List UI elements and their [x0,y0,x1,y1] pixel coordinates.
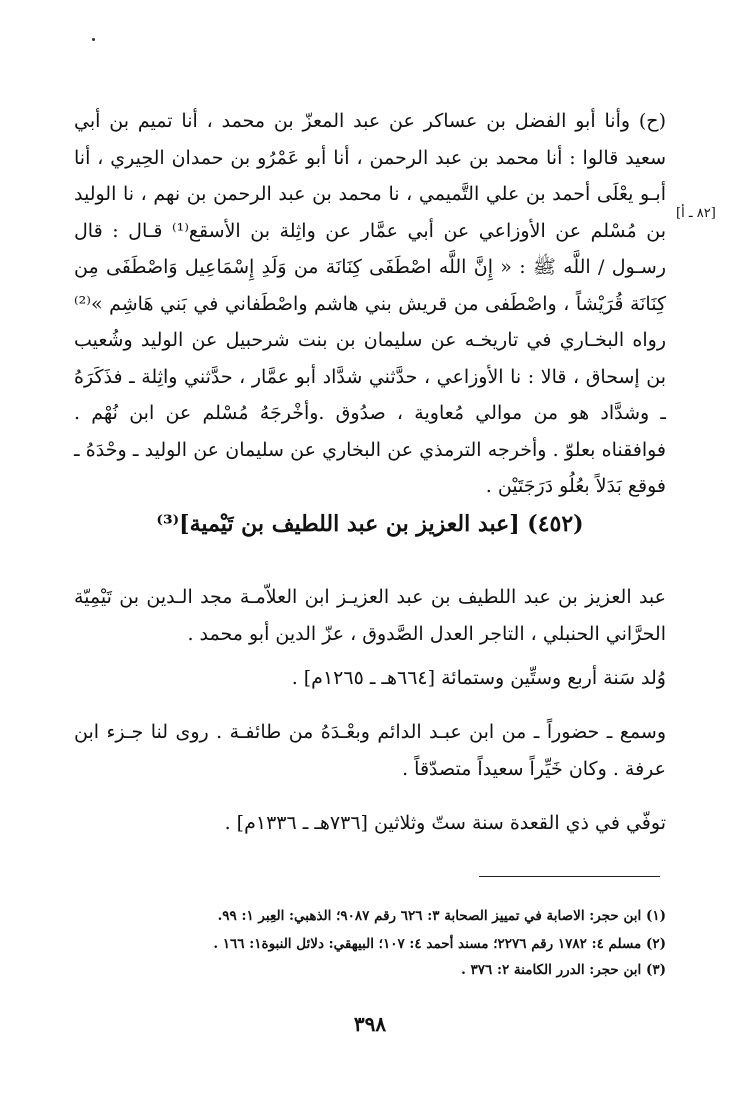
footnote-3: (٣) ابن حجر: الدرر الكامنة ٢: ٣٧٦ . [461,962,666,978]
biography-name-paragraph: عبد العزيز بن عبد اللطيف بن عبد العزيـز ابن العلاّمـة مجد الـدين بن تَيْمِيّة الحرَّاني الحنبلي ، التاجر العدل الصَّدوق ، عزّ الدين أبو محمد . [74,586,666,645]
manuscript-folio-reference: [٨٢ ـ أ] [676,206,716,221]
biography-hearing-paragraph: وسمع ـ حضوراً ـ من ابن عبـد الدائم وبعْـدَهُ من طائفـة . روى لنا جـزء ابن عرفة . وكان خَيِّراً سعيداً متصدّقاً . [74,721,666,780]
biography-entry-title: (٤٥٢) [عبد العزيز بن عبد اللطيف بن تَيْمية]⁽³⁾ [156,511,584,538]
footnote-1: (١) ابن حجر: الاصابة في تمييز الصحابة ٣: ٦٢٦ رقم ٩٠٨٧؛ الذهبي: العِبر ١: ٩٩. [217,908,666,924]
footnote-2: (٢) مسلم ٤: ١٧٨٢ رقم ٢٢٧٦؛ مسند أحمد ٤: ١٠٧؛ البيهقي: دلائل النبوة١: ١٦٦ . [213,936,666,952]
hadith-paragraph: (ح) وأنا أبو الفضل بن عساكر عن عبد المعزّ بن محمد ، أنا تميم بن أبي سعيد قالوا : أنا محمد بن عبد الرحمن ، أنا أبو عَمْرُو بن حمدان الحِيري ، أنا أبـو يعْلَى أحمد بن علي التَّميمي ، نا محمد بن عبد الرحمن بن نهم ، نا الوليد بن مُسْلم عن الأوزاعي عن أبي عمَّار عن واثِلة بن الأسقع⁽¹⁾ قـال : قال رسـول / اللَّه ﷺ : « إِنَّ اللَّه اصْطَفَى كِنَانَة من وَلَدِ إِسْمَاعِيل وَاصْطَفَى مِن كِنَانَة قُرَيْشاً ، واصْطَفى من قريش بني هاشم واصْطَفاني في بَني هَاشِم »⁽²⁾ رواه البخـاري في تاريخـه عن سليمان بن بنت شرحبيل عن الوليد وشُعيب بن إسحاق ، قالا : نا الأوزاعي ، حدَّثني شدَّاد أبو عمَّار ، حدَّثني واثِلة ـ فذَكَرَهُ ـ وشدَّاد هو من موالي مُعاوية ، صدُوق .وأخْرجَهُ مُسْلم عن ابن نُهْم . فوافقناه بعلوّ . وأخرجه الترمذي عن البخاري عن سليمان عن الوليد ـ وحْدَهُ ـ فوقع بَدَلاً بعُلُو دَرَجَتَيْن . [74,110,666,497]
biography-birth-paragraph: وُلد سَنة أربع وستِّين وستمائة [٦٦٤هـ ـ ١٢٦٥م] . [291,667,666,689]
page-speck [92,38,95,41]
biography-death-paragraph: توفّي في ذي القعدة سنة ستّ وثلاثين [٧٣٦هـ ـ ١٣٣٦م] . [224,812,666,834]
footnote-separator [479,876,660,877]
page-number: ٣٩٨ [353,1012,387,1036]
